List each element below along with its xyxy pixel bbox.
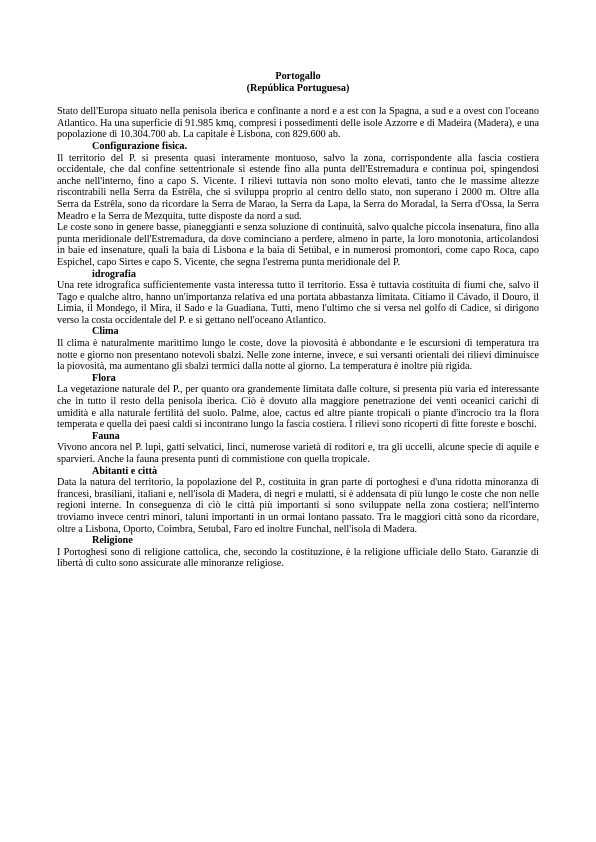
section-paragraph: I Portoghesi sono di religione cattolica, che, secondo la costituzione, è la religione ufficiale dello Stato. Garanzie di libertà di culto sono assicurate alle minoranze religiose.: [57, 546, 539, 570]
section-flora: [57, 373, 539, 431]
section-paragraph: Il territorio del P. si presenta quasi interamente montuoso, salvo la zona, corrispondente alla fascia costiera occidentale, che dal confine settentrionale si estende fino alla punta dell'Estremadura e continua poi, spingendosi anche nell'interno, fino a capo S. Vicente. I rilievi tuttavia non sono molto elevati, tanto che le massime altezze riscontrabili nella Serra da Estrêla, che si sviluppa proprio al centro dello stato, non superano i 2000 m. Oltre alla Serra da Estrêla, sono da ricordare la Serra de Marao, la Serra da Lapa, la Serra do Moradal, la Serra d'Ossa, la Serra Meadro e la Serra de Mezquita, tutte disposte da nord a sud.: [57, 152, 539, 222]
section-heading: Configurazione fisica.: [92, 140, 188, 152]
intro-paragraph: Stato dell'Europa situato nella penisola iberica e confinante a nord e a est con la Spagna, a sud e a ovest con l'oceano Atlantico. Ha una superficie di 91.985 kmq, compresi i possedimenti delle isole Azzorre e di Madeira (Madera), e una popolazione di 10.304.700 ab. La capitale è Lisbona, con 829.600 ab.: [57, 106, 539, 141]
section-clima: [57, 326, 539, 372]
section-heading: Flora: [92, 372, 116, 384]
section-heading: Clima: [92, 326, 119, 338]
section-abitanti: [57, 466, 539, 536]
section-paragraph: Il clima è naturalmente marittimo lungo le coste, dove la piovosità è abbondante e le escursioni di temperatura tra notte e giorno non presentano notevoli sbalzi. Nelle zone interne, invece, e sui versanti orientali dei rilievi diminuisce la piovosità, ma aumentano gli sbalzi termici dalla notte al giorno. La temperatura è inoltre più rigida.: [57, 338, 539, 373]
section-heading: Abitanti e città: [92, 465, 158, 477]
section-configurazione: [57, 141, 539, 269]
section-paragraph: Una rete idrografica sufficientemente vasta interessa tutto il territorio. Essa è tuttavia costituita di fiumi che, salvo il Tago e qualche altro, hanno un'importanza relativa ed una portata abbastanza limitata. Citiamo il Cávado, il Douro, il Limia, il Mondego, il Mira, il Sado e la Guadiana. Tutti, meno l'ultimo che si versa nel golfo di Cadice, si dirigono verso la costa occidentale del P. e si gettano nell'oceano Atlantico.: [57, 280, 539, 326]
section-fauna: [57, 431, 539, 466]
section-paragraph: Data la natura del territorio, la popolazione del P., costituita in gran parte di portoghesi e d'una ridotta minoranza di francesi, brasiliani, italiani e, nell'isola di Madera, di negri e mulatti, si è addensata di più lungo le coste che non nelle regioni interne. In conseguenza di ciò le città più importanti si sono sviluppate nella zona costiera; nell'interno troviamo invece centri minori, taluni importanti in un ormai lontano passato. Tra le maggiori città sono da ricordare, oltre a Lisbona, Oporto, Coimbra, Setubal, Faro ed inoltre Funchal, nell'isola di Madera.: [57, 477, 539, 535]
section-heading: idrografia: [92, 268, 136, 280]
document-page: [57, 71, 539, 570]
section-paragraph: Vivono ancora nel P. lupi, gatti selvatici, linci, numerose varietà di roditori e, tra gli uccelli, alcune specie di aquile e sparvieri. Anche la fauna presenta punti di commistione con quella tropicale.: [57, 442, 539, 465]
section-religione: [57, 535, 539, 570]
section-paragraph: La vegetazione naturale del P., per quanto ora grandemente limitata dalle colture, si presenta più varia ed interessante che in tutto il resto della penisola iberica. Ciò è dovuto alla maggiore penetrazione dei venti oceanici carichi di umidità e alla naturale fertilità del suolo. Palme, aloe, cactus ed altre piante tropicali o piante d'incrocio tra la flora temperata e quella dei paesi caldi si incontrano lungo la fascia costiera. I rilievi sono ricoperti di fitte foreste e boschi.: [57, 384, 539, 431]
section-idrografia: [57, 269, 539, 327]
document-subtitle: (República Portuguesa): [246, 82, 350, 94]
section-heading: Religione: [92, 535, 133, 547]
document-title: Portogallo: [275, 71, 321, 82]
section-paragraph: Le coste sono in genere basse, pianeggianti e senza soluzione di continuità, salvo qualche piccola insenatura, fino alla punta meridionale dell'Estremadura, da dove cominciano a perdere, almeno in parte, la loro monotonia, articolandosi in baie ed insenature, quali la baia di Lisbona e la baia di Setúbal, e in numerosi promontori, come capo Roca, capo Espichel, capo Sirtes e capo S. Vicente, che segna l'estrema punta meridionale del P.: [57, 222, 539, 268]
section-heading: Fauna: [92, 430, 120, 442]
